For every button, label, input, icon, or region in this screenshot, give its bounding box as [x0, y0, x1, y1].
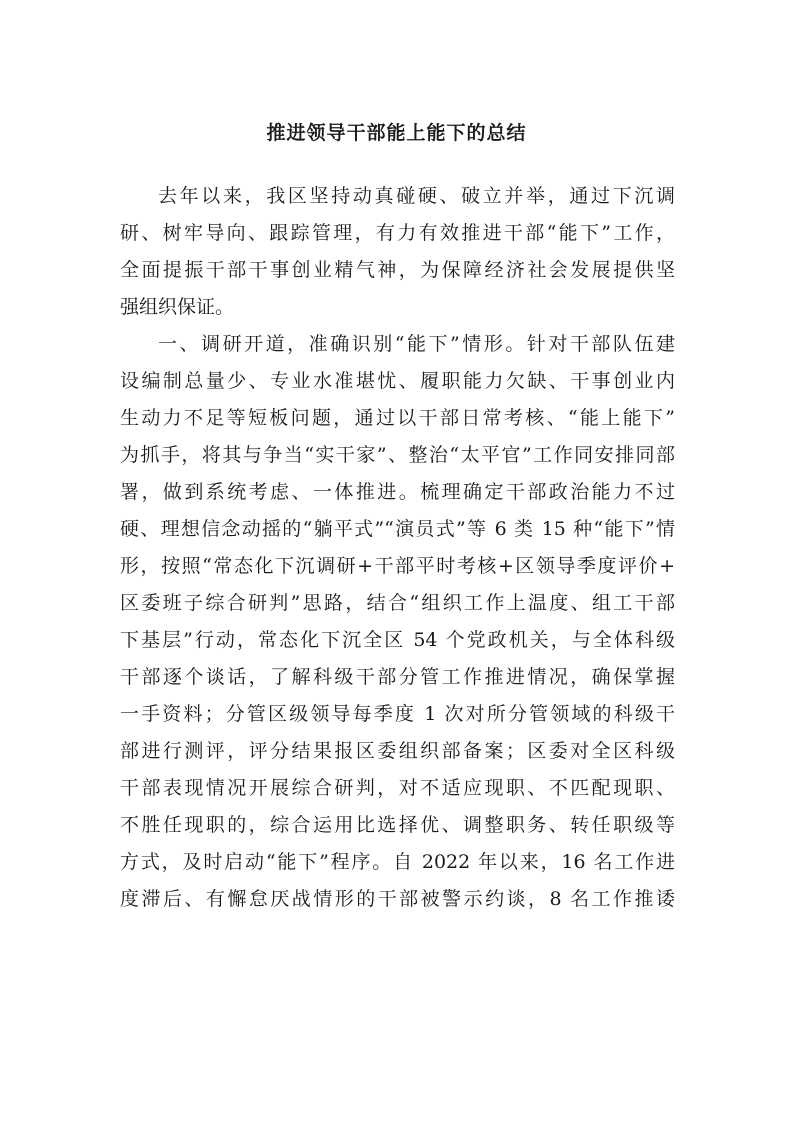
- paragraph-section-one: [120, 326, 675, 918]
- text-line: 下基层”行动，常态化下沉全区 54 个党政机关，与全体科级: [120, 629, 675, 651]
- text-line: 干部逐个谈话，了解科级干部分管工作推进情况，确保掌握: [120, 666, 675, 688]
- text-line: 生动力不足等短板问题，通过以干部日常考核、“能上能下”: [120, 407, 675, 429]
- text-line: 去年以来，我区坚持动真碰硬、破立并举，通过下沉调: [158, 185, 675, 207]
- text-line: 不胜任现职的，综合运用比选择优、调整职务、转任职级等: [120, 814, 675, 836]
- document-body: [120, 178, 675, 918]
- text-line: 一手资料；分管区级领导每季度 1 次对所分管领域的科级干: [120, 703, 675, 725]
- text-line: 一、调研开道，准确识别“能下”情形。针对干部队伍建: [158, 333, 675, 355]
- text-line: 度滞后、有懈怠厌战情形的干部被警示约谈，8 名工作推诿: [120, 888, 675, 910]
- text-line: 干部表现情况开展综合研判，对不适应现职、不匹配现职、: [120, 777, 675, 799]
- text-line: 区委班子综合研判”思路，结合“组织工作上温度、组工干部: [120, 592, 675, 614]
- text-line: 研、树牢导向、跟踪管理，有力有效推进干部“能下”工作，: [120, 222, 675, 244]
- text-line: 硬、理想信念动摇的“躺平式”“演员式”等 6 类 15 种“能下”情: [120, 518, 675, 540]
- text-line: 设编制总量少、专业水准堪忧、履职能力欠缺、干事创业内: [120, 370, 675, 392]
- text-line: 署，做到系统考虑、一体推进。梳理确定干部政治能力不过: [120, 481, 675, 503]
- text-line: 方式，及时启动“能下”程序。自 2022 年以来，16 名工作进: [120, 851, 675, 873]
- paragraph-intro: [120, 178, 675, 326]
- text-line: 全面提振干部干事创业精气神，为保障经济社会发展提供坚: [120, 259, 675, 281]
- text-line: 强组织保证。: [120, 296, 235, 318]
- text-line: 为抓手，将其与争当“实干家”、整治“太平官”工作同安排同部: [120, 444, 675, 466]
- document-title: 推进领导干部能上能下的总结: [266, 122, 527, 144]
- text-line: 形，按照“常态化下沉调研+干部平时考核+区领导季度评价+: [120, 555, 675, 577]
- text-line: 部进行测评，评分结果报区委组织部备案；区委对全区科级: [120, 740, 675, 762]
